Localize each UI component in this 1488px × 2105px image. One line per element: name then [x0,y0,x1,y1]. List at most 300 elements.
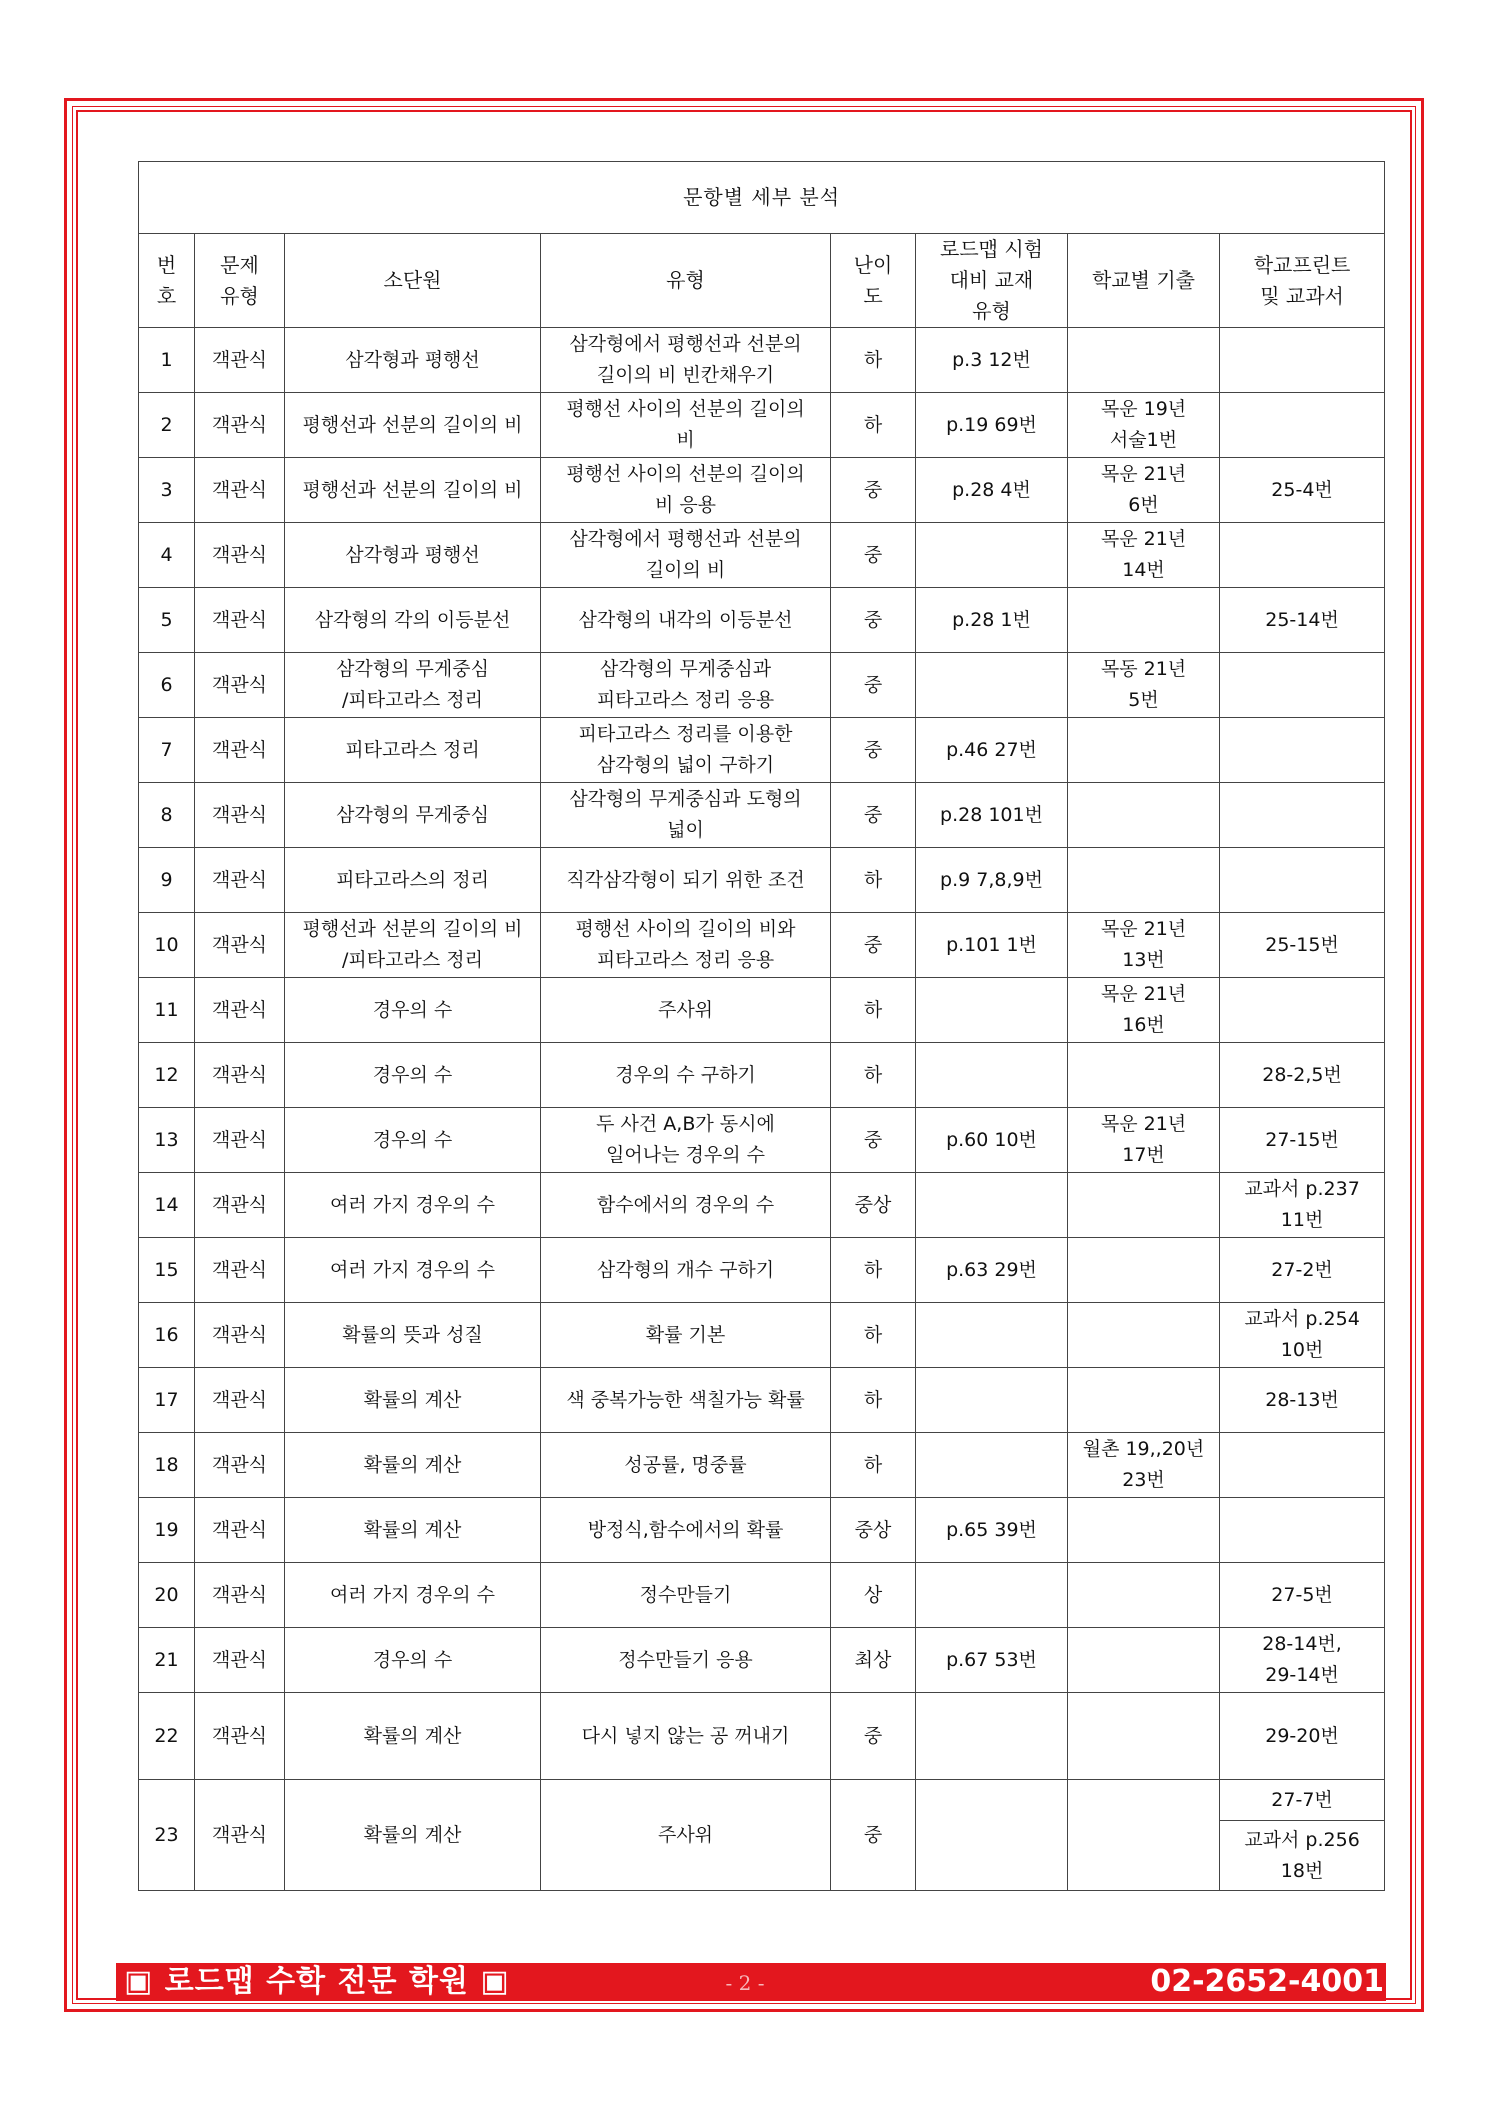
table-row [139,1433,1385,1498]
cell-book: p.9 7,8,9번 [916,848,1068,913]
cell-book: p.101 1번 [916,913,1068,978]
cell-book [916,1303,1068,1368]
cell-category [541,1303,831,1368]
phone-number: 02-2652-4001 [1150,1964,1384,1999]
cell-print [1220,328,1385,393]
cell-school [1068,1173,1220,1238]
cell-type: 객관식 [195,1628,285,1693]
cell-school-line: 23번 [1122,1469,1165,1491]
cell-book [916,1780,1068,1891]
cell-school [1068,1108,1220,1173]
cell-type: 객관식 [195,1693,285,1780]
cell-print [1220,458,1385,523]
cell-type: 객관식 [195,1043,285,1108]
cell-category [541,1628,831,1693]
cell-print [1220,1368,1385,1433]
cell-type: 객관식 [195,1238,285,1303]
cell-print [1220,1563,1385,1628]
cell-difficulty: 중상 [831,1498,916,1563]
cell-num: 11 [139,978,195,1043]
cell-type: 객관식 [195,1303,285,1368]
cell-school-line: 17번 [1122,1144,1165,1166]
cell-difficulty: 중 [831,653,916,718]
cell-category-line: 길이의 비 [645,559,726,581]
cell-book: p.19 69번 [916,393,1068,458]
cell-unit-line: 확률의 계산 [363,1453,462,1476]
cell-print-line: 27-5번 [1271,1583,1333,1606]
cell-school [1068,1780,1220,1891]
cell-num: 21 [139,1628,195,1693]
cell-difficulty: 하 [831,848,916,913]
cell-unit [285,523,541,588]
cell-unit [285,783,541,848]
cell-unit-line: 확률의 계산 [363,1388,462,1411]
cell-difficulty: 중 [831,523,916,588]
cell-type: 객관식 [195,588,285,653]
table-row [139,588,1385,653]
cell-book: p.46 27번 [916,718,1068,783]
cell-school-line: 5번 [1128,689,1159,711]
cell-print [1220,393,1385,458]
cell-category [541,1563,831,1628]
cell-print-line: 28-13번 [1265,1388,1339,1411]
table-row [139,393,1385,458]
cell-type: 객관식 [195,523,285,588]
cell-category-line: 직각삼각형이 되기 위한 조건 [566,868,805,891]
cell-difficulty: 중 [831,913,916,978]
cell-category-line: 넓이 [667,819,704,841]
cell-type: 객관식 [195,1563,285,1628]
cell-unit-line: 평행선과 선분의 길이의 비 [302,478,523,501]
cell-difficulty: 중 [831,458,916,523]
cell-unit-line: 삼각형과 평행선 [345,543,480,566]
table-row [139,1563,1385,1628]
cell-print [1220,1173,1385,1238]
cell-unit [285,1628,541,1693]
cell-book [916,1693,1068,1780]
cell-category-line: 평행선 사이의 선분의 길이의 [566,398,805,420]
cell-num: 18 [139,1433,195,1498]
cell-print-line: 교과서 p.254 [1244,1308,1360,1330]
cell-difficulty: 하 [831,978,916,1043]
cell-print-line: 25-15번 [1265,933,1339,956]
cell-print [1220,1628,1385,1693]
cell-category-line: 성공률, 명중률 [624,1453,747,1476]
cell-school [1068,1238,1220,1303]
cell-print-line: 27-2번 [1271,1258,1333,1281]
cell-num: 22 [139,1693,195,1780]
cell-category-line: 평행선 사이의 길이의 비와 [575,918,796,940]
cell-book: p.28 1번 [916,588,1068,653]
cell-book: p.67 53번 [916,1628,1068,1693]
cell-school-line: 목운 21년 [1100,463,1187,485]
cell-book [916,1173,1068,1238]
cell-print [1220,1693,1385,1780]
cell-difficulty: 하 [831,393,916,458]
cell-category [541,848,831,913]
cell-print [1220,1043,1385,1108]
cell-school-line: 목운 21년 [1100,528,1187,550]
cell-print [1220,1433,1385,1498]
cell-school-line: 목운 21년 [1100,983,1187,1005]
cell-unit [285,653,541,718]
cell-book [916,1368,1068,1433]
cell-category-line: 색 중복가능한 색칠가능 확률 [566,1388,805,1411]
cell-school [1068,1498,1220,1563]
cell-type: 객관식 [195,328,285,393]
cell-school [1068,1628,1220,1693]
cell-type: 객관식 [195,1498,285,1563]
table-row [139,1693,1385,1780]
cell-difficulty: 중 [831,1108,916,1173]
cell-difficulty: 하 [831,1433,916,1498]
table-row [139,1368,1385,1433]
cell-num: 14 [139,1173,195,1238]
cell-school [1068,588,1220,653]
cell-unit-line: 경우의 수 [372,998,453,1021]
cell-school [1068,783,1220,848]
cell-type: 객관식 [195,653,285,718]
cell-book [916,1043,1068,1108]
cell-category-line: 삼각형의 넓이 구하기 [596,754,775,776]
cell-type: 객관식 [195,978,285,1043]
cell-category [541,328,831,393]
cell-difficulty: 하 [831,1043,916,1108]
table-row [139,783,1385,848]
cell-print [1220,1821,1385,1891]
cell-school [1068,393,1220,458]
page-number: - 2 - [725,1971,765,1995]
table-title-row [139,162,1385,234]
academy-name: ▣ 로드맵 수학 전문 학원 ▣ [124,1964,510,1999]
table-row [139,1628,1385,1693]
cell-unit [285,913,541,978]
cell-unit [285,1173,541,1238]
header-difficulty: 난이 도 [831,234,916,328]
cell-type: 객관식 [195,783,285,848]
cell-unit-line: 경우의 수 [372,1648,453,1671]
cell-unit [285,458,541,523]
cell-book [916,1563,1068,1628]
cell-num: 6 [139,653,195,718]
cell-num: 3 [139,458,195,523]
cell-school-line: 서술1번 [1109,429,1178,451]
cell-num: 7 [139,718,195,783]
cell-unit-line: /피타고라스 정리 [342,689,483,711]
table-row [139,913,1385,978]
cell-unit [285,978,541,1043]
cell-category-line: 일어나는 경우의 수 [606,1144,765,1166]
cell-print [1220,783,1385,848]
cell-type: 객관식 [195,1433,285,1498]
cell-type: 객관식 [195,913,285,978]
cell-type: 객관식 [195,1780,285,1891]
cell-category-line: 확률 기본 [645,1323,726,1346]
cell-category [541,588,831,653]
cell-difficulty: 중 [831,588,916,653]
cell-print-line: 29-14번 [1265,1664,1339,1686]
cell-unit [285,1108,541,1173]
cell-unit-line: 확률의 계산 [363,1724,462,1747]
cell-num: 13 [139,1108,195,1173]
cell-school-line: 16번 [1122,1014,1165,1036]
cell-category-line: 피타고라스 정리 응용 [596,949,775,971]
cell-category-line: 평행선 사이의 선분의 길이의 [566,463,805,485]
cell-num: 19 [139,1498,195,1563]
cell-type: 객관식 [195,458,285,523]
cell-school [1068,718,1220,783]
cell-category-line: 정수만들기 [639,1583,732,1606]
cell-book [916,523,1068,588]
cell-school [1068,328,1220,393]
cell-print [1220,978,1385,1043]
cell-book: p.60 10번 [916,1108,1068,1173]
cell-type: 객관식 [195,1108,285,1173]
cell-unit [285,393,541,458]
cell-type: 객관식 [195,718,285,783]
cell-school [1068,458,1220,523]
cell-print-line: 27-15번 [1265,1128,1339,1151]
cell-num: 23 [139,1780,195,1891]
cell-type: 객관식 [195,848,285,913]
cell-book: p.63 29번 [916,1238,1068,1303]
cell-school-line: 목동 21년 [1100,658,1187,680]
cell-unit-line: 삼각형의 무게중심 [336,658,489,680]
cell-difficulty: 하 [831,1303,916,1368]
table-row [139,328,1385,393]
cell-category-line: 경우의 수 구하기 [615,1063,756,1086]
cell-category [541,1498,831,1563]
cell-unit-line: 평행선과 선분의 길이의 비 [302,918,523,940]
cell-school-line: 13번 [1122,949,1165,971]
cell-print [1220,653,1385,718]
cell-print [1220,523,1385,588]
cell-school-line: 목운 19년 [1100,398,1187,420]
table-row [139,1108,1385,1173]
cell-category [541,653,831,718]
table-row [139,458,1385,523]
cell-print [1220,1498,1385,1563]
cell-print [1220,1303,1385,1368]
cell-unit [285,1693,541,1780]
cell-category [541,523,831,588]
cell-unit: 확률의 계산 [285,1780,541,1891]
cell-num: 5 [139,588,195,653]
cell-book: p.28 101번 [916,783,1068,848]
cell-category-line: 삼각형의 무게중심과 [599,658,772,680]
table-row [139,653,1385,718]
cell-category [541,913,831,978]
cell-category-line: 삼각형에서 평행선과 선분의 [569,528,802,550]
cell-unit [285,1303,541,1368]
cell-num: 15 [139,1238,195,1303]
cell-school-line: 월촌 19,,20년 [1082,1438,1205,1460]
table-row [139,978,1385,1043]
cell-category-line: 피타고라스 정리를 이용한 [578,723,793,745]
cell-unit [285,588,541,653]
cell-category [541,1173,831,1238]
cell-print-line: 28-14번, [1262,1633,1342,1655]
cell-category-line: 방정식,함수에서의 확률 [587,1518,784,1541]
cell-print-line: 교과서 p.237 [1244,1178,1360,1200]
cell-difficulty: 중 [831,718,916,783]
cell-print-line: 25-4번 [1271,478,1333,501]
cell-category [541,1433,831,1498]
cell-unit [285,1238,541,1303]
cell-school [1068,1303,1220,1368]
cell-print-line: 25-14번 [1265,608,1339,631]
cell-difficulty: 하 [831,1368,916,1433]
header-category: 유형 [541,234,831,328]
cell-print [1220,1108,1385,1173]
table-row [139,1303,1385,1368]
table-row [139,718,1385,783]
cell-book [916,978,1068,1043]
cell-unit-line: 삼각형의 무게중심 [336,803,489,826]
cell-type: 객관식 [195,393,285,458]
cell-difficulty: 중 [831,783,916,848]
cell-category [541,1238,831,1303]
cell-print [1220,1238,1385,1303]
cell-unit-line: 피타고라스의 정리 [336,868,489,891]
cell-category [541,1368,831,1433]
cell-unit [285,1498,541,1563]
cell-book [916,653,1068,718]
cell-unit [285,1563,541,1628]
cell-book: p.65 39번 [916,1498,1068,1563]
cell-unit-line: 여러 가지 경우의 수 [330,1258,495,1281]
cell-difficulty: 하 [831,328,916,393]
cell-unit-line: 삼각형의 각의 이등분선 [314,608,511,631]
cell-category-line: 다시 넣지 않는 공 꺼내기 [581,1724,790,1747]
cell-print-line: 18번 [1280,1859,1324,1882]
cell-category-line: 두 사건 A,B가 동시에 [596,1113,775,1135]
cell-unit-line: 평행선과 선분의 길이의 비 [302,413,523,436]
cell-unit-line: 여러 가지 경우의 수 [330,1583,495,1606]
header-school: 학교별 기출 [1068,234,1220,328]
cell-num: 17 [139,1368,195,1433]
cell-difficulty: 상 [831,1563,916,1628]
cell-school [1068,1043,1220,1108]
cell-category-line: 함수에서의 경우의 수 [596,1193,775,1216]
cell-print-line: 11번 [1280,1209,1324,1231]
cell-category [541,1043,831,1108]
cell-category-line: 삼각형의 내각의 이등분선 [578,608,793,631]
cell-num: 8 [139,783,195,848]
table-row [139,848,1385,913]
cell-unit [285,718,541,783]
cell-school [1068,653,1220,718]
cell-print [1220,718,1385,783]
cell-category-line: 피타고라스 정리 응용 [596,689,775,711]
cell-category-line: 주사위 [657,998,714,1021]
cell-unit-line: 경우의 수 [372,1128,453,1151]
cell-school-line: 목운 21년 [1100,1113,1187,1135]
cell-school [1068,913,1220,978]
cell-unit-line: /피타고라스 정리 [342,949,483,971]
cell-num: 9 [139,848,195,913]
cell-school-line: 목운 21년 [1100,918,1187,940]
cell-book [916,1433,1068,1498]
cell-category-line: 삼각형의 개수 구하기 [596,1258,775,1281]
cell-print-line: 교과서 p.256 [1244,1828,1360,1851]
cell-category-line: 길이의 비 빈칸채우기 [596,364,775,386]
cell-school-line: 14번 [1122,559,1165,581]
cell-print-line: 29-20번 [1265,1724,1339,1747]
cell-school-line: 6번 [1128,494,1159,516]
cell-difficulty: 하 [831,1238,916,1303]
header-print: 학교프린트 및 교과서 [1220,234,1385,328]
analysis-table [138,161,1385,1891]
table-row [139,1043,1385,1108]
header-unit: 소단원 [285,234,541,328]
cell-num: 2 [139,393,195,458]
cell-difficulty: 중 [831,1693,916,1780]
table-row [139,1780,1385,1821]
table-row [139,1238,1385,1303]
cell-school [1068,978,1220,1043]
cell-num: 16 [139,1303,195,1368]
cell-category [541,1693,831,1780]
cell-difficulty: 최상 [831,1628,916,1693]
cell-unit-line: 피타고라스 정리 [345,738,480,761]
cell-unit [285,1368,541,1433]
cell-print [1220,913,1385,978]
cell-category [541,458,831,523]
cell-type: 객관식 [195,1173,285,1238]
cell-unit [285,1433,541,1498]
table-title: 문항별 세부 분석 [139,162,1385,234]
cell-unit [285,848,541,913]
cell-unit [285,1043,541,1108]
cell-print: 27-7번 [1220,1780,1385,1821]
cell-category-line: 정수만들기 응용 [618,1648,753,1671]
cell-category-line: 삼각형의 무게중심과 도형의 [569,788,802,810]
table-row [139,523,1385,588]
cell-school [1068,1433,1220,1498]
cell-category-line: 비 응용 [654,494,717,516]
cell-category-line: 삼각형에서 평행선과 선분의 [569,333,802,355]
header-num: 번 호 [139,234,195,328]
cell-num: 4 [139,523,195,588]
cell-book: p.28 4번 [916,458,1068,523]
cell-difficulty: 중 [831,1780,916,1891]
cell-school [1068,1368,1220,1433]
cell-category [541,978,831,1043]
cell-category [541,393,831,458]
cell-print [1220,588,1385,653]
cell-school [1068,848,1220,913]
table-header-row [139,234,1385,328]
cell-school [1068,1693,1220,1780]
cell-unit-line: 확률의 계산 [363,1518,462,1541]
cell-difficulty: 중상 [831,1173,916,1238]
cell-num: 12 [139,1043,195,1108]
cell-num: 10 [139,913,195,978]
cell-unit-line: 확률의 뜻과 성질 [342,1323,483,1346]
cell-unit-line: 여러 가지 경우의 수 [330,1193,495,1216]
header-type: 문제 유형 [195,234,285,328]
cell-category: 주사위 [541,1780,831,1891]
cell-school [1068,1563,1220,1628]
table-row [139,1173,1385,1238]
table-row [139,1498,1385,1563]
cell-unit [285,328,541,393]
cell-unit-line: 경우의 수 [372,1063,453,1086]
cell-book: p.3 12번 [916,328,1068,393]
cell-category-line: 비 [676,429,695,451]
cell-print [1220,848,1385,913]
